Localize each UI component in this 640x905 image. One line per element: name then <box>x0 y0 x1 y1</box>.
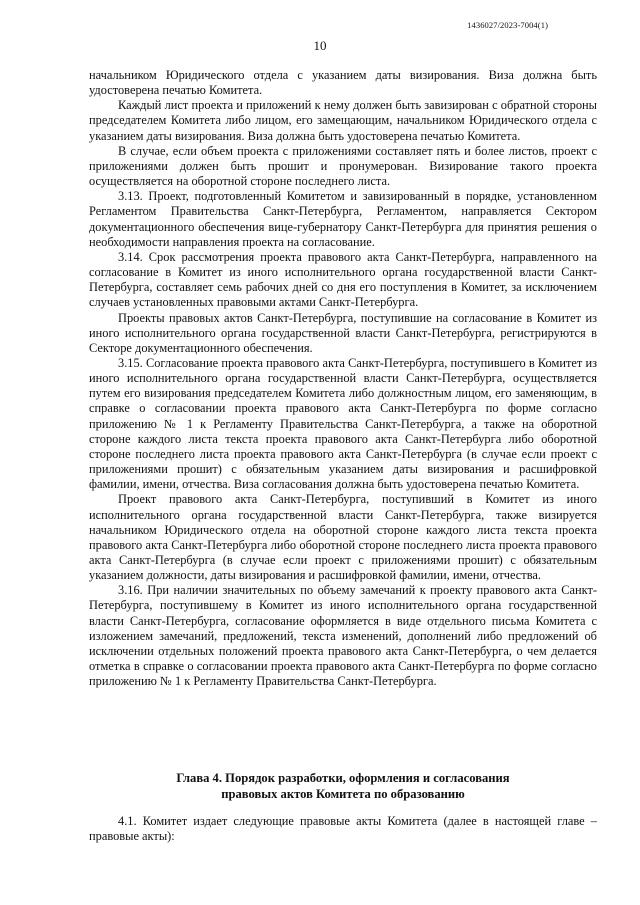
paragraph-3-15: 3.15. Согласование проекта правового акта Санкт-Петербурга, поступившего в Комитет из иного исполнительного органа государственной власти Санкт-Петербурга, осуществляется путем его визирования председателем Комитета либо должностным лицом, его заменяющим, в справке о согласовании проекта правового акта Санкт-Петербурга по форме согласно приложению № 1 к Регламенту Правительства Санкт-Петербурга, а также на оборотной стороне каждого листа текста проекта правового акта Санкт-Петербурга либо оборотной стороне последнего листа проекта правового акта Санкт-Петербурга (в случае если проект с приложениями прошит) с обязательным указанием даты визирования и расшифровкой фамилии, имени, отчества. Виза согласования должна быть удостоверена печатью Комитета. <box>89 355 597 492</box>
paragraph-3-13: 3.13. Проект, подготовленный Комитетом и завизированный в порядке, установленном Регламентом Правительства Санкт-Петербурга, Регламентом, направляется Сектором документационного обеспечения вице-губернатору Санкт-Петербурга для принятия решения о необходимости направления проекта на согласование. <box>89 189 597 249</box>
paragraph-registration: Проекты правовых актов Санкт-Петербурга, поступившие на согласование в Комитет из иного исполнительного органа государственной власти Санкт-Петербурга, регистрируются в Секторе документационного обеспечения. <box>89 310 597 355</box>
chapter-heading <box>89 770 597 802</box>
document-registration-number: 1436027/2023-7004(1) <box>467 20 548 30</box>
document-body <box>89 68 597 689</box>
chapter-heading-line-1: Глава 4. Порядок разработки, оформления и согласования <box>176 771 510 785</box>
paragraph-sheet-endorsement: Каждый лист проекта и приложений к нему должен быть завизирован с обратной стороны председателем Комитета либо лицом, его замещающим, начальником Юридического отдела с указанием даты визирования. Виза должна быть удостоверена печатью Комитета. <box>89 98 597 143</box>
paragraph-binding: В случае, если объем проекта с приложениями составляет пять и более листов, проект с приложениями должен быть прошит и пронумерован. Визирование такого проекта осуществляется на оборотной стороне последнего листа. <box>89 143 597 189</box>
chapter-body <box>89 814 597 844</box>
page-number: 10 <box>313 38 327 53</box>
paragraph-3-16: 3.16. При наличии значительных по объему замечаний к проекту правового акта Санкт-Петербурга, поступившему в Комитет из иного исполнительного органа государственной власти Санкт-Петербурга, согласование оформляется в виде отдельного письма Комитета с изложением замечаний, предложений, текста изменений, дополнений либо предложений об исключении отдельных положений проекта правового акта Санкт-Петербурга, о чем делается отметка в справке о согласовании проекта правового акта Санкт-Петербурга по форме согласно приложению № 1 к Регламенту Правительства Санкт-Петербурга. <box>89 583 597 689</box>
paragraph-4-1: 4.1. Комитет издает следующие правовые акты Комитета (далее в настоящей главе – правовые акты): <box>89 814 597 844</box>
paragraph-continuation: начальником Юридического отдела с указанием даты визирования. Виза должна быть удостоверена печатью Комитета. <box>89 68 597 98</box>
paragraph-3-14: 3.14. Срок рассмотрения проекта правового акта Санкт-Петербурга, направленного на согласование в Комитет из иного исполнительного органа государственной власти Санкт-Петербурга, составляет семь рабочих дней со дня его поступления в Комитет, за исключением случаев установленных правовыми актами Санкт-Петербурга. <box>89 249 597 310</box>
paragraph-legal-endorsement: Проект правового акта Санкт-Петербурга, поступивший в Комитет из иного исполнительного органа государственной власти Санкт-Петербурга, также визируется начальником Юридического отдела на оборотной стороне каждого листа текста проекта правового акта Санкт-Петербурга либо оборотной стороне последнего листа проекта правового акта Санкт-Петербурга (в случае если проект с приложениями прошит) с обязательным указанием должности, даты визирования и расшифровкой фамилии, имени, отчества. <box>89 492 597 583</box>
chapter-heading-line-2: правовых актов Комитета по образованию <box>221 787 465 801</box>
